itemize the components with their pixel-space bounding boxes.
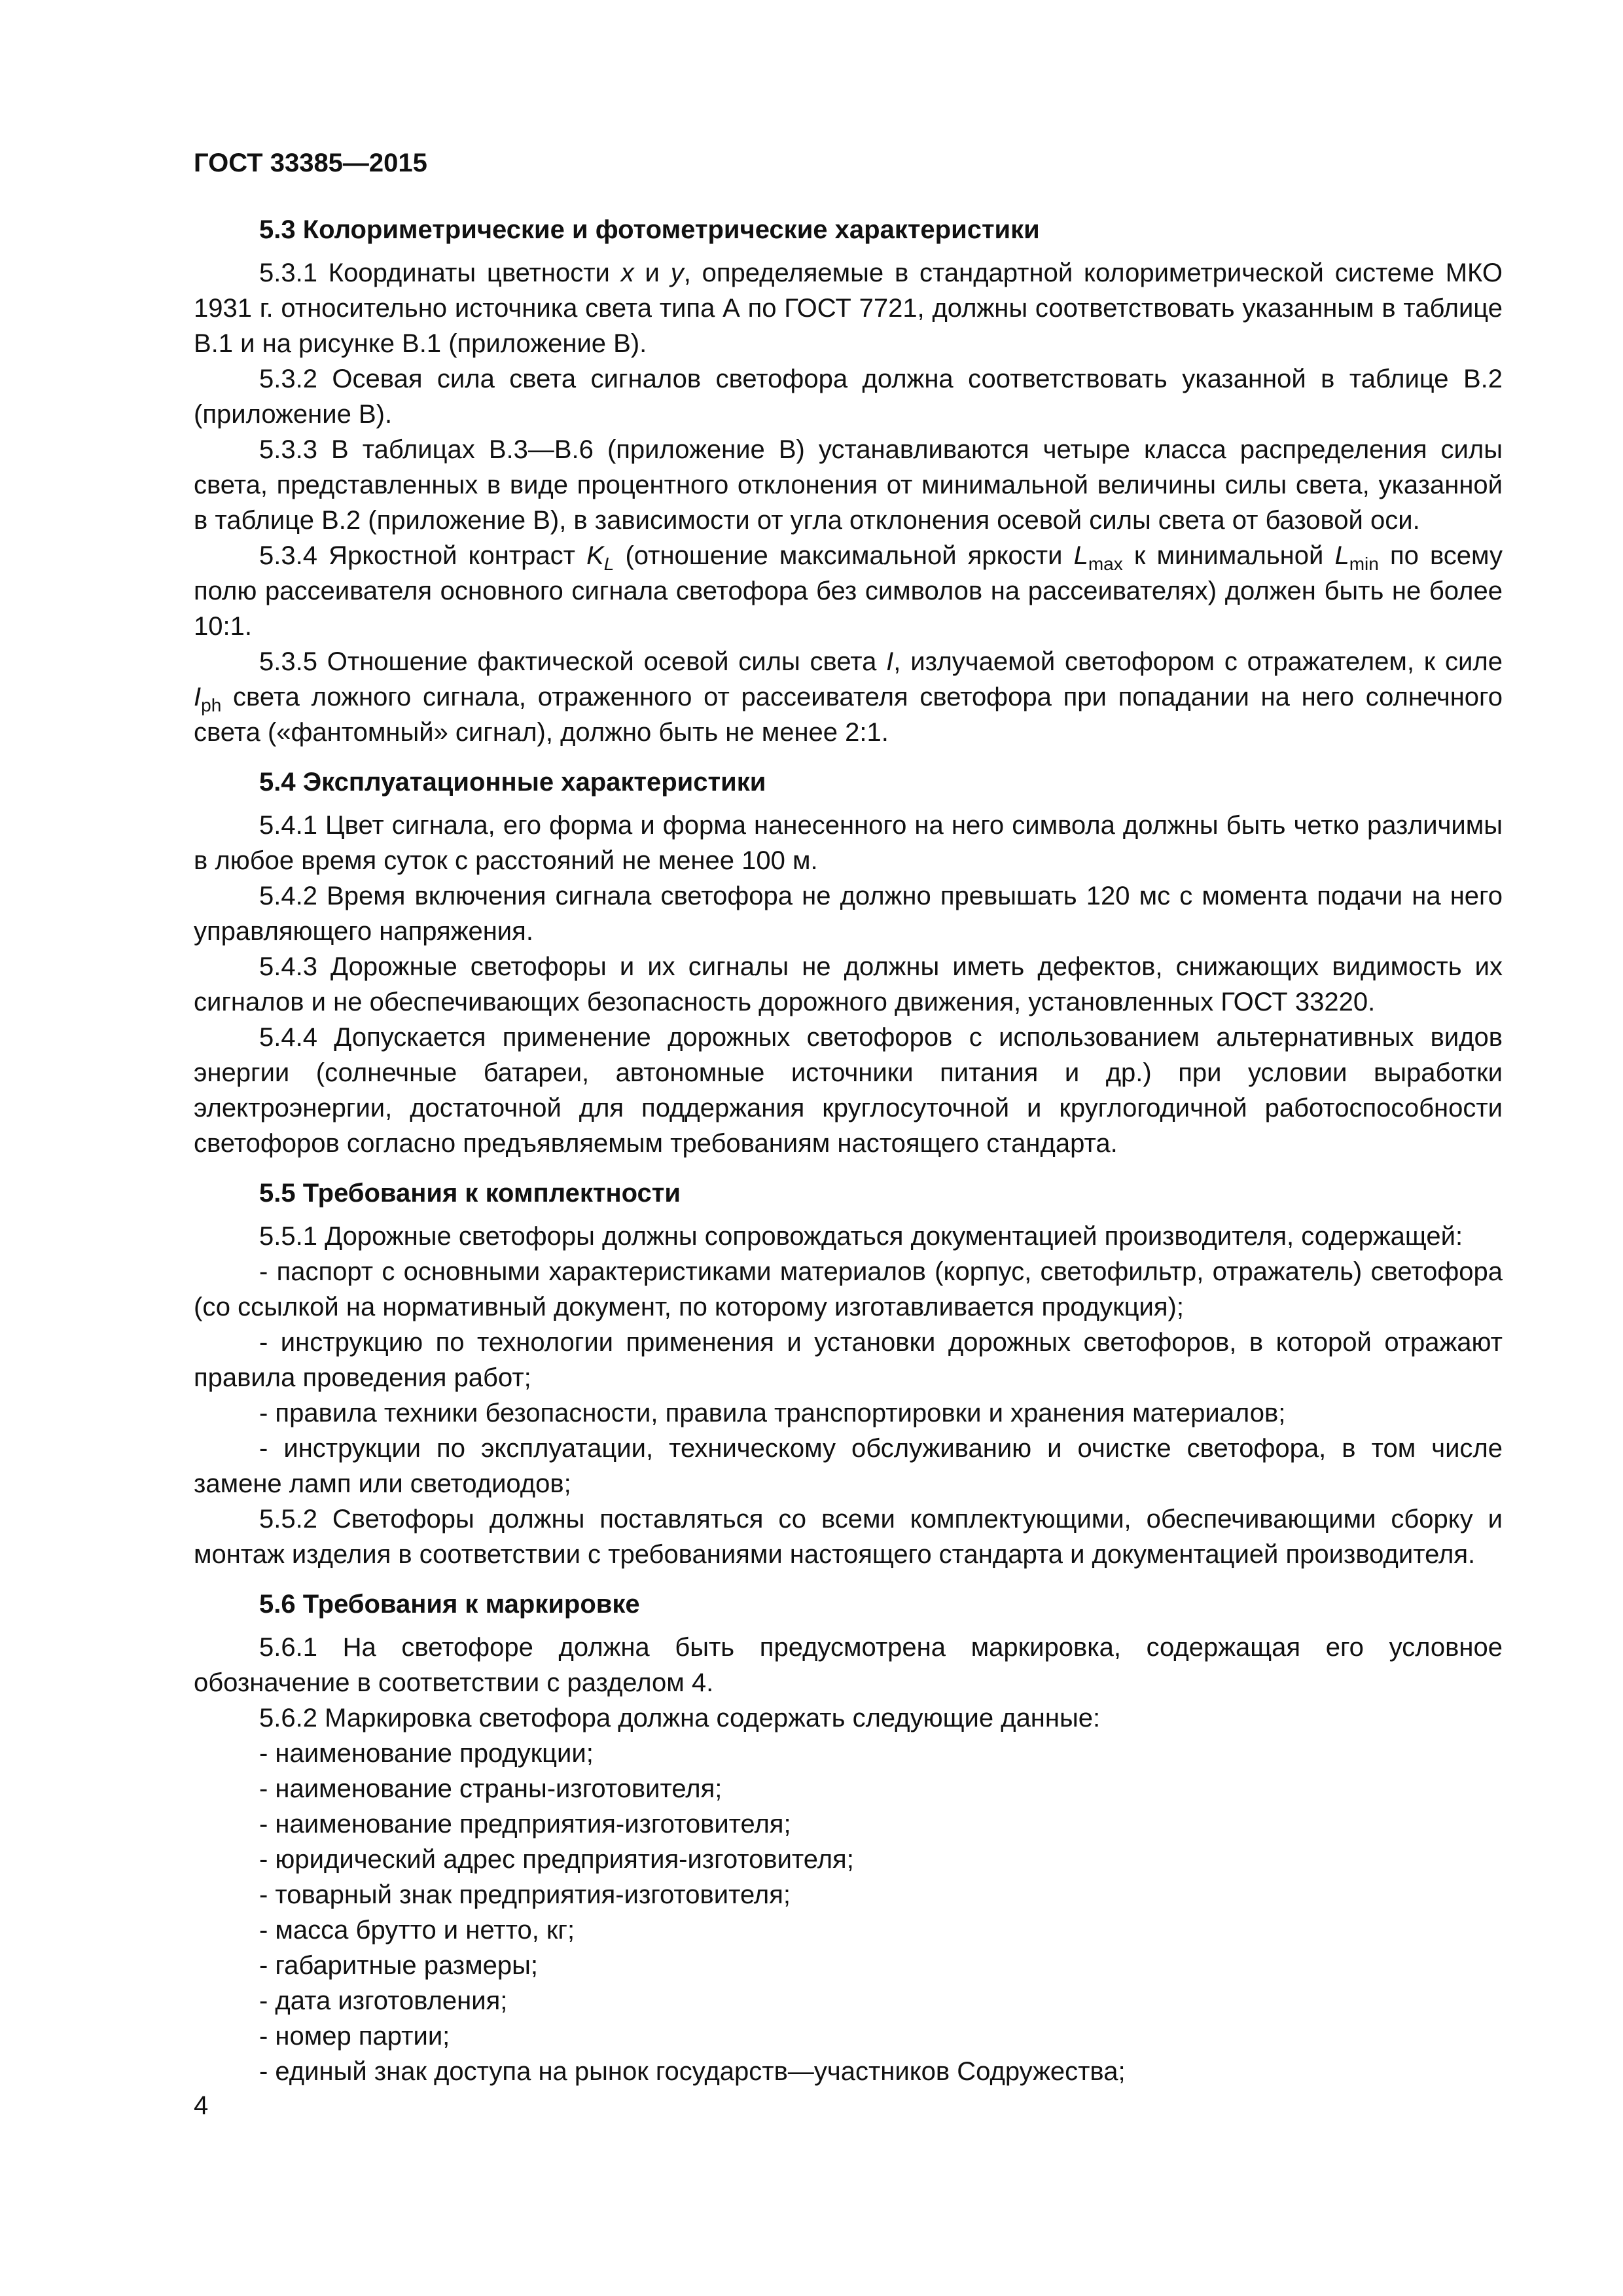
paragraph-5-3-5: 5.3.5 Отношение фактической осевой силы света I, излучаемой светофором с отражателем, к силе $I_{ph}$ света ложного сигнала, отраженного от рассеивателя светофора при попадании на него солнечного света («фантомный» сигнал), должно быть не менее 2:1.	[194, 647, 1503, 747]
paragraph-5-3-1: 5.3.1 Координаты цветности x и y, определяемые в стандартной колориметрической системе МКО 1931 г. относительно источника света типа А по ГОСТ 7721, должны соответствовать указанным в таблице В.1 и на рисунке В.1 (приложение В).	[194, 259, 1503, 358]
list-item: - инструкцию по технологии применения и установки дорожных светофоров, в которой отражают правила проведения работ;	[194, 1328, 1503, 1392]
list-item: - единый знак доступа на рынок государств—участников Содружества;	[259, 2057, 1126, 2086]
paragraph-5-4-2: 5.4.2 Время включения сигнала светофора не должно превышать 120 мс с момента подачи на него управляющего напряжения.	[194, 882, 1503, 946]
list-item: - паспорт с основными характеристиками материалов (корпус, светофильтр, отражатель) светофора (со ссылкой на нормативный документ, по которому изготавливается продукция);	[194, 1257, 1503, 1321]
paragraph-5-6-2: 5.6.2 Маркировка светофора должна содержать следующие данные:	[259, 1704, 1101, 1732]
section-heading-5-6: 5.6 Требования к маркировке	[259, 1590, 640, 1619]
paragraph-5-4-1: 5.4.1 Цвет сигнала, его форма и форма нанесенного на него символа должны быть четко различимы в любое время суток с расстояний не менее 100 м.	[194, 811, 1503, 875]
list-item: - инструкции по эксплуатации, техническому обслуживанию и очистке светофора, в том числе замене ламп или светодиодов;	[194, 1434, 1503, 1498]
section-heading-5-4: 5.4 Эксплуатационные характеристики	[259, 768, 766, 797]
list-item: - дата изготовления;	[259, 1986, 508, 2015]
paragraph-5-5-2: 5.5.2 Светофоры должны поставляться со всеми комплектующими, обеспечивающими сборку и монтаж изделия в соответствии с требованиями настоящего стандарта и документацией производителя.	[194, 1505, 1503, 1569]
list-item: - товарный знак предприятия-изготовителя;	[259, 1880, 791, 1909]
paragraph-5-4-4: 5.4.4 Допускается применение дорожных светофоров с использованием альтернативных видов энергии (солнечные батареи, автономные источники питания и др.) при условии выработки электроэнергии, достаточной для поддержания круглосуточной и круглогодичной работоспособности светофоров согласно предъявляемым требованиям настоящего стандарта.	[194, 1023, 1503, 1158]
paragraph-5-3-3: 5.3.3 В таблицах В.3—В.6 (приложение В) устанавливаются четыре класса распределения силы света, представленных в виде процентного отклонения от минимальной величины силы света, указанной в таблице В.2 (приложение В), в зависимости от угла отклонения осевой силы света от базовой оси.	[194, 435, 1503, 535]
section-heading-5-3: 5.3 Колориметрические и фотометрические характеристики	[259, 215, 1040, 244]
list-item: - наименование продукции;	[259, 1739, 594, 1768]
paragraph-5-6-1: 5.6.1 На светофоре должна быть предусмотрена маркировка, содержащая его условное обозначение в соответствии с разделом 4.	[194, 1633, 1503, 1697]
page-number: 4	[194, 2091, 209, 2120]
document-header: ГОСТ 33385—2015	[194, 149, 427, 177]
paragraph-5-3-4: 5.3.4 Яркостной контраст $K_L$ (отношение максимальной яркости $L_{max}$ к минимальной $L_{min}$ по всему полю рассеивателя основного сигнала светофора без символов на рассеивателях) должен быть не более 10:1.	[194, 541, 1503, 641]
list-item: - юридический адрес предприятия-изготовителя;	[259, 1845, 854, 1874]
list-item: - наименование страны-изготовителя;	[259, 1774, 722, 1803]
document-page	[194, 145, 1503, 2089]
list-item: - правила техники безопасности, правила транспортировки и хранения материалов;	[259, 1399, 1286, 1427]
list-item: - масса брутто и нетто, кг;	[259, 1916, 575, 1945]
section-heading-5-5: 5.5 Требования к комплектности	[259, 1179, 681, 1208]
paragraph-5-3-2: 5.3.2 Осевая сила света сигналов светофора должна соответствовать указанной в таблице В.2 (приложение В).	[194, 365, 1503, 429]
list-item: - номер партии;	[259, 2022, 450, 2051]
list-item: - габаритные размеры;	[259, 1951, 538, 1980]
paragraph-5-5-1: 5.5.1 Дорожные светофоры должны сопровождаться документацией производителя, содержащей:	[259, 1222, 1463, 1251]
paragraph-5-4-3: 5.4.3 Дорожные светофоры и их сигналы не должны иметь дефектов, снижающих видимость их сигналов и не обеспечивающих безопасность дорожного движения, установленных ГОСТ 33220.	[194, 952, 1503, 1016]
list-item: - наименование предприятия-изготовителя;	[259, 1810, 791, 1839]
